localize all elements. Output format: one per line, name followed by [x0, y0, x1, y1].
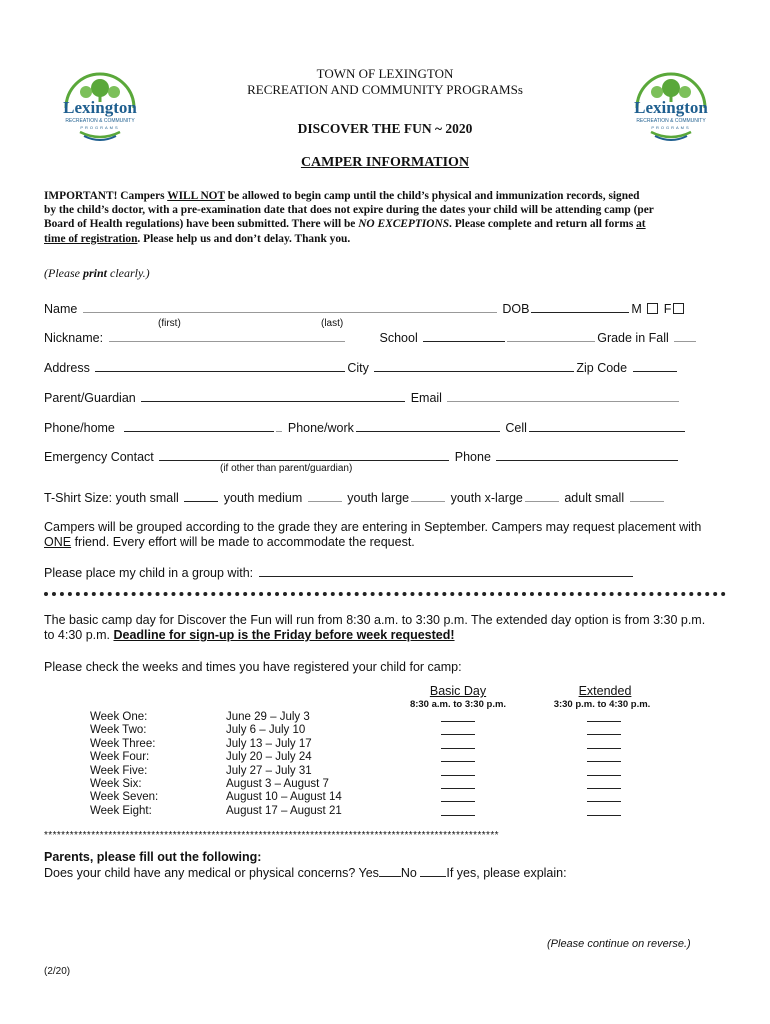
week-label: Week Seven: [90, 791, 159, 804]
extended-header: Extended [578, 684, 632, 698]
female-label: F [663, 302, 672, 316]
cell-label: Cell [505, 421, 527, 435]
dotted-divider [44, 592, 726, 596]
grouping-text: Campers will be grouped according to the grade they are entering in September. Campers may request placement with ONE friend. Every effort will be made to accommodate the request. [44, 520, 702, 549]
row-phones [44, 420, 687, 435]
parent-field[interactable] [141, 390, 405, 402]
extended-blank[interactable] [587, 709, 621, 722]
no-label: No [400, 866, 417, 880]
name-field[interactable] [83, 301, 497, 313]
youth-xlarge-field[interactable] [525, 490, 559, 502]
extended-blank[interactable] [587, 789, 621, 802]
nickname-field[interactable] [109, 330, 345, 342]
basic-day-time: 8:30 a.m. to 3:30 p.m. [409, 699, 507, 710]
extended-blank[interactable] [587, 803, 621, 816]
phone-work-label: Phone/work [287, 421, 354, 435]
week-dates: August 17 – August 21 [226, 804, 342, 817]
week-label: Week One: [90, 711, 148, 723]
youth-medium-field[interactable] [308, 490, 342, 502]
zip-label: Zip Code [576, 361, 628, 375]
week-label: Week Three: [90, 737, 156, 750]
camp-day-text: The basic camp day for Discover the Fun will run from 8:30 a.m. to 3:30 p.m. The extended day option is from 3:30 p.m. to 4:30 p.m. Deadline for sign-up is the Friday before week requested! [44, 613, 706, 642]
extended-blank[interactable] [587, 763, 621, 776]
emergency-phone-field[interactable] [496, 449, 678, 461]
star-divider: ********************************************************************************************************** [44, 830, 499, 841]
logo-sub1: RECREATION & COMMUNITY [65, 118, 135, 124]
youth-small-field[interactable] [184, 490, 218, 502]
basic-day-blank[interactable] [441, 749, 475, 762]
week-dates: July 20 – July 24 [226, 751, 312, 764]
week-label: Week Six: [90, 777, 142, 790]
basic-day-blank[interactable] [441, 709, 475, 722]
row-parent [44, 390, 681, 405]
print-clearly-note: (Please print clearly.) [44, 266, 150, 280]
last-hint: (last) [321, 318, 344, 329]
female-checkbox[interactable] [673, 303, 684, 314]
youth-xlarge-label: youth x-large [450, 491, 523, 505]
no-field[interactable] [420, 865, 446, 877]
program-title: DISCOVER THE FUN ~ 2020 [297, 121, 473, 136]
emergency-phone-label: Phone [454, 450, 491, 464]
other-than-hint: (if other than parent/guardian) [220, 463, 353, 474]
week-dates: July 27 – July 31 [226, 764, 312, 777]
parents-heading: Parents, please fill out the following: [44, 850, 262, 864]
extended-time: 3:30 p.m. to 4:30 p.m. [553, 699, 651, 710]
dob-field[interactable] [531, 301, 629, 313]
row-nickname [44, 330, 698, 345]
form-code: (2/20) [44, 966, 71, 977]
basic-day-blank[interactable] [441, 763, 475, 776]
medical-question: Does your child have any medical or physical concerns? Yes [44, 866, 379, 880]
youth-large-label: youth large [347, 491, 410, 505]
group-with-field[interactable] [259, 565, 633, 577]
phone-work-field[interactable] [356, 420, 500, 432]
basic-day-blank[interactable] [441, 803, 475, 816]
extended-blank[interactable] [587, 776, 621, 789]
page-title: CAMPER INFORMATION [300, 155, 470, 170]
deadline-notice: Deadline for sign-up is the Friday before week requested! [113, 628, 455, 642]
header-town: TOWN OF LEXINGTON [316, 66, 454, 81]
youth-small-label: youth small [115, 491, 179, 505]
phone-home-field[interactable] [124, 420, 274, 432]
city-label: City [347, 361, 369, 375]
phone-home-label: Phone/home [44, 421, 115, 435]
youth-medium-label: youth medium [223, 491, 303, 505]
adult-small-label: adult small [564, 491, 625, 505]
group-with-label: Please place my child in a group with: [44, 566, 254, 580]
week-label: Week Four: [90, 751, 150, 764]
week-label: Week Five: [90, 764, 148, 777]
extended-blank[interactable] [587, 736, 621, 749]
name-label: Name [44, 302, 78, 316]
week-dates: July 6 – July 10 [226, 724, 306, 737]
logo-sub2: PROGRAMS [80, 125, 120, 130]
emergency-label: Emergency Contact [44, 450, 154, 464]
header-dept: RECREATION AND COMMUNITY PROGRAMSs [247, 82, 523, 97]
continue-note: (Please continue on reverse.) [547, 938, 691, 950]
tshirt-label: T-Shirt Size: [44, 491, 113, 505]
school-field[interactable] [423, 330, 505, 342]
city-field[interactable] [374, 360, 574, 372]
row-medical [44, 865, 567, 880]
parent-label: Parent/Guardian [44, 391, 136, 405]
basic-day-header: Basic Day [429, 684, 487, 698]
first-hint: (first) [158, 318, 181, 329]
extended-blank[interactable] [587, 722, 621, 735]
row-tshirt [44, 490, 666, 505]
school-label: School [379, 331, 418, 345]
emergency-field[interactable] [159, 449, 449, 461]
important-notice: IMPORTANT! Campers WILL NOT be allowed to begin camp until the child’s physical and immunization records, signed by the child’s doctor, with a pre-examination date that does not expire during the dates your child will be attending camp (per Board of Health regulations) have been submitted. There will be NO EXCEPTIONS. Please complete and return all forms at time of registration. Please help us and don’t delay. Thank you. [44, 190, 654, 245]
zip-field[interactable] [633, 360, 677, 372]
basic-day-blank[interactable] [441, 722, 475, 735]
basic-day-blank[interactable] [441, 789, 475, 802]
address-field[interactable] [95, 360, 345, 372]
email-field[interactable] [447, 390, 679, 402]
if-yes-label: If yes, please explain: [446, 866, 567, 880]
yes-field[interactable] [379, 865, 401, 877]
basic-day-blank[interactable] [441, 776, 475, 789]
logo-text: Lexington [63, 98, 137, 117]
row-emergency [44, 449, 680, 464]
grade-label: Grade in Fall [597, 331, 669, 345]
male-label: M [631, 302, 642, 316]
week-label: Week Two: [90, 724, 147, 737]
dob-label: DOB [502, 302, 530, 316]
extended-blank[interactable] [587, 749, 621, 762]
check-weeks-instruction: Please check the weeks and times you have registered your child for camp: [44, 660, 462, 674]
row-name [44, 301, 686, 316]
basic-day-blank[interactable] [441, 736, 475, 749]
address-label: Address [44, 361, 90, 375]
email-label: Email [410, 391, 442, 405]
cell-field[interactable] [529, 420, 685, 432]
logo-sub2: PROGRAMS [651, 125, 691, 130]
row-group-with [44, 565, 635, 580]
adult-small-field[interactable] [630, 490, 664, 502]
logo-text: Lexington [634, 98, 708, 117]
male-checkbox[interactable] [647, 303, 658, 314]
grade-field[interactable] [674, 330, 696, 342]
nickname-label: Nickname: [44, 331, 104, 345]
week-label: Week Eight: [90, 804, 152, 817]
week-dates: August 10 – August 14 [226, 791, 342, 804]
week-dates: June 29 – July 3 [226, 711, 310, 723]
logo-sub1: RECREATION & COMMUNITY [636, 118, 706, 124]
week-dates: August 3 – August 7 [226, 777, 329, 790]
youth-large-field[interactable] [411, 490, 445, 502]
week-dates: July 13 – July 17 [226, 737, 312, 750]
row-address [44, 360, 679, 375]
